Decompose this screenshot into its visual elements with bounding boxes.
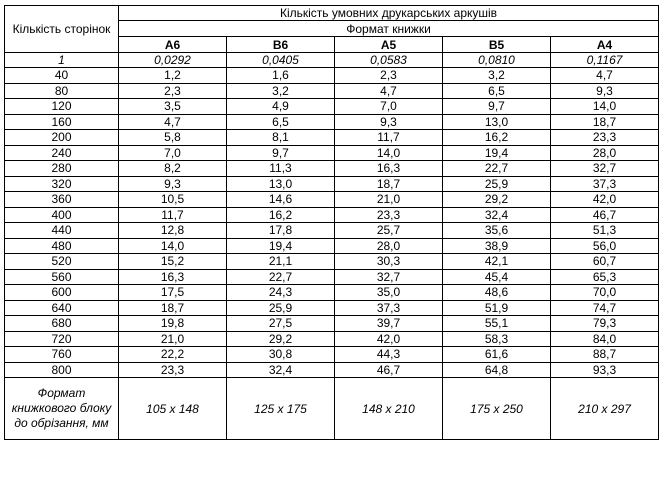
sheets-value-cell: 18,7 (119, 300, 227, 316)
sheets-value-cell: 9,3 (551, 83, 659, 99)
sheets-value-cell: 23,3 (335, 207, 443, 223)
sheets-value-cell: 30,3 (335, 254, 443, 270)
sheets-value-cell: 29,2 (227, 331, 335, 347)
table-row (5, 285, 659, 301)
sheets-value-cell: 64,8 (443, 362, 551, 378)
sheets-value-cell: 3,5 (119, 99, 227, 115)
table-row (5, 269, 659, 285)
sheets-value-cell: 4,7 (551, 68, 659, 84)
sheets-value-cell: 28,0 (551, 145, 659, 161)
table-row (5, 316, 659, 332)
sheets-value-cell: 10,5 (119, 192, 227, 208)
pages-cell: 720 (5, 331, 119, 347)
sheets-value-cell: 65,3 (551, 269, 659, 285)
sheets-value-cell: 13,0 (443, 114, 551, 130)
format-name-cell: A5 (335, 37, 443, 53)
block-size-label: Формат книжкового блоку до обрізання, мм (5, 378, 119, 440)
table-row (5, 207, 659, 223)
table-row (5, 83, 659, 99)
pages-cell: 640 (5, 300, 119, 316)
sheets-value-cell: 9,7 (443, 99, 551, 115)
pages-cell: 480 (5, 238, 119, 254)
sheets-value-cell: 19,8 (119, 316, 227, 332)
pages-cell: 680 (5, 316, 119, 332)
sheets-value-cell: 51,3 (551, 223, 659, 239)
sheets-value-cell: 46,7 (335, 362, 443, 378)
table-row (5, 145, 659, 161)
sheets-value-cell: 12,8 (119, 223, 227, 239)
sheets-value-cell: 32,4 (227, 362, 335, 378)
pages-cell: 400 (5, 207, 119, 223)
sheets-value-cell: 11,7 (119, 207, 227, 223)
sheets-value-cell: 21,0 (119, 331, 227, 347)
sheets-value-cell: 51,9 (443, 300, 551, 316)
pages-cell: 280 (5, 161, 119, 177)
sheets-value-cell: 30,8 (227, 347, 335, 363)
sheets-value-cell: 11,7 (335, 130, 443, 146)
coefficient-cell: 0,1167 (551, 53, 659, 68)
sheets-value-cell: 1,6 (227, 68, 335, 84)
sheets-value-cell: 42,0 (551, 192, 659, 208)
pages-cell: 760 (5, 347, 119, 363)
pages-cell: 120 (5, 99, 119, 115)
sheets-value-cell: 39,7 (335, 316, 443, 332)
sheets-value-cell: 19,4 (227, 238, 335, 254)
sheets-value-cell: 84,0 (551, 331, 659, 347)
sheets-value-cell: 35,6 (443, 223, 551, 239)
pages-cell: 440 (5, 223, 119, 239)
sheets-value-cell: 16,2 (227, 207, 335, 223)
sheets-value-cell: 9,7 (227, 145, 335, 161)
sheets-value-cell: 3,2 (443, 68, 551, 84)
sheets-value-cell: 14,0 (335, 145, 443, 161)
sheets-value-cell: 7,0 (335, 99, 443, 115)
sheets-value-cell: 16,3 (119, 269, 227, 285)
sheets-value-cell: 55,1 (443, 316, 551, 332)
table-row (5, 347, 659, 363)
sheets-value-cell: 3,2 (227, 83, 335, 99)
sheets-value-cell: 37,3 (551, 176, 659, 192)
sheets-value-cell: 42,0 (335, 331, 443, 347)
sheets-value-cell: 6,5 (227, 114, 335, 130)
block-size-cell: 125 х 175 (227, 378, 335, 440)
sheets-value-cell: 13,0 (227, 176, 335, 192)
table-row (5, 161, 659, 177)
sheets-value-cell: 37,3 (335, 300, 443, 316)
sheets-value-cell: 48,6 (443, 285, 551, 301)
sheets-value-cell: 45,4 (443, 269, 551, 285)
sheets-value-cell: 25,7 (335, 223, 443, 239)
sheets-value-cell: 7,0 (119, 145, 227, 161)
coefficient-cell: 0,0810 (443, 53, 551, 68)
table-row (5, 254, 659, 270)
sheets-value-cell: 21,0 (335, 192, 443, 208)
table-row (5, 176, 659, 192)
sheets-value-cell: 25,9 (227, 300, 335, 316)
sheets-value-cell: 29,2 (443, 192, 551, 208)
sheets-value-cell: 42,1 (443, 254, 551, 270)
sheets-value-cell: 70,0 (551, 285, 659, 301)
sheets-value-cell: 24,3 (227, 285, 335, 301)
sheets-value-cell: 18,7 (551, 114, 659, 130)
pages-cell: 160 (5, 114, 119, 130)
sheets-value-cell: 22,7 (443, 161, 551, 177)
sheets-value-cell: 2,3 (335, 68, 443, 84)
sheets-count-header: Кількість умовних друкарських аркушів (119, 6, 659, 21)
sheets-value-cell: 25,9 (443, 176, 551, 192)
sheets-value-cell: 8,1 (227, 130, 335, 146)
block-size-row (5, 378, 659, 440)
pages-cell: 560 (5, 269, 119, 285)
pages-cell: 200 (5, 130, 119, 146)
sheets-value-cell: 58,3 (443, 331, 551, 347)
sheets-value-cell: 88,7 (551, 347, 659, 363)
sheets-value-cell: 4,9 (227, 99, 335, 115)
table-row (5, 99, 659, 115)
sheets-value-cell: 4,7 (335, 83, 443, 99)
table-row (5, 223, 659, 239)
format-name-cell: B6 (227, 37, 335, 53)
pages-cell: 240 (5, 145, 119, 161)
sheets-value-cell: 9,3 (335, 114, 443, 130)
sheets-value-cell: 27,5 (227, 316, 335, 332)
sheets-value-cell: 35,0 (335, 285, 443, 301)
sheets-value-cell: 32,7 (335, 269, 443, 285)
sheets-value-cell: 23,3 (551, 130, 659, 146)
pages-cell: 520 (5, 254, 119, 270)
pages-cell: 320 (5, 176, 119, 192)
sheets-value-cell: 16,3 (335, 161, 443, 177)
block-size-cell: 105 х 148 (119, 378, 227, 440)
sheets-value-cell: 38,9 (443, 238, 551, 254)
table-row (5, 192, 659, 208)
block-size-cell: 175 х 250 (443, 378, 551, 440)
pages-cell: 360 (5, 192, 119, 208)
pages-cell: 600 (5, 285, 119, 301)
sheets-value-cell: 4,7 (119, 114, 227, 130)
table-row (5, 130, 659, 146)
block-size-cell: 210 х 297 (551, 378, 659, 440)
table-row (5, 362, 659, 378)
book-format-header: Формат книжки (119, 21, 659, 37)
table-row (5, 238, 659, 254)
sheets-value-cell: 19,4 (443, 145, 551, 161)
pages-cell: 40 (5, 68, 119, 84)
sheets-value-cell: 79,3 (551, 316, 659, 332)
block-size-cell: 148 х 210 (335, 378, 443, 440)
sheets-value-cell: 22,7 (227, 269, 335, 285)
print-sheets-table (4, 5, 659, 440)
sheets-value-cell: 32,4 (443, 207, 551, 223)
sheets-value-cell: 17,8 (227, 223, 335, 239)
sheets-value-cell: 93,3 (551, 362, 659, 378)
sheets-value-cell: 74,7 (551, 300, 659, 316)
sheets-value-cell: 21,1 (227, 254, 335, 270)
sheets-value-cell: 16,2 (443, 130, 551, 146)
coefficient-cell: 0,0583 (335, 53, 443, 68)
coefficient-row (5, 53, 659, 68)
sheets-value-cell: 11,3 (227, 161, 335, 177)
pages-cell: 800 (5, 362, 119, 378)
pages-cell: 1 (5, 53, 119, 68)
sheets-value-cell: 23,3 (119, 362, 227, 378)
sheets-value-cell: 6,5 (443, 83, 551, 99)
sheets-value-cell: 15,2 (119, 254, 227, 270)
table-row (5, 68, 659, 84)
sheets-value-cell: 18,7 (335, 176, 443, 192)
sheets-value-cell: 14,6 (227, 192, 335, 208)
format-name-cell: B5 (443, 37, 551, 53)
format-name-cell: A6 (119, 37, 227, 53)
sheets-value-cell: 1,2 (119, 68, 227, 84)
sheets-value-cell: 22,2 (119, 347, 227, 363)
header-row (5, 6, 659, 21)
sheets-value-cell: 5,8 (119, 130, 227, 146)
format-name-cell: A4 (551, 37, 659, 53)
sheets-value-cell: 60,7 (551, 254, 659, 270)
sheets-value-cell: 61,6 (443, 347, 551, 363)
sheets-value-cell: 28,0 (335, 238, 443, 254)
coefficient-cell: 0,0405 (227, 53, 335, 68)
sheets-value-cell: 46,7 (551, 207, 659, 223)
coefficient-cell: 0,0292 (119, 53, 227, 68)
pages-cell: 80 (5, 83, 119, 99)
sheets-value-cell: 17,5 (119, 285, 227, 301)
pages-column-header: Кількість сторінок (5, 6, 119, 53)
sheets-value-cell: 44,3 (335, 347, 443, 363)
sheets-value-cell: 56,0 (551, 238, 659, 254)
sheets-value-cell: 8,2 (119, 161, 227, 177)
sheets-value-cell: 32,7 (551, 161, 659, 177)
table-row (5, 300, 659, 316)
sheets-value-cell: 2,3 (119, 83, 227, 99)
table-row (5, 114, 659, 130)
table-row (5, 331, 659, 347)
sheets-value-cell: 14,0 (551, 99, 659, 115)
sheets-value-cell: 14,0 (119, 238, 227, 254)
sheets-value-cell: 9,3 (119, 176, 227, 192)
